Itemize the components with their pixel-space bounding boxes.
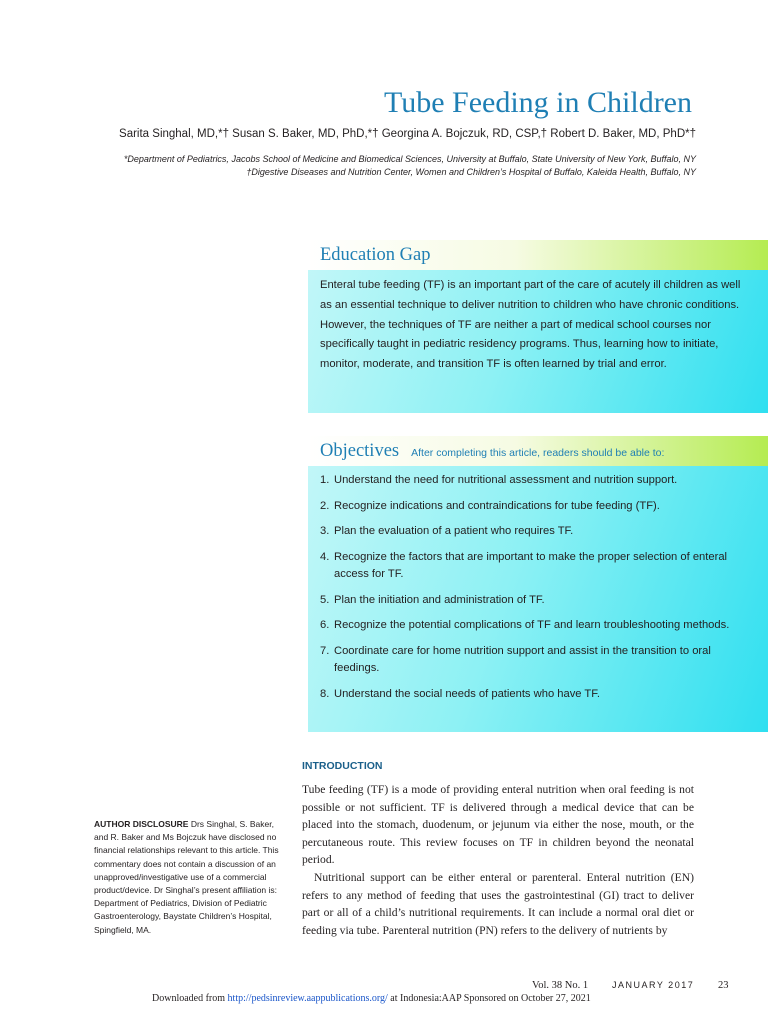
objective-item [320, 592, 752, 609]
disclosure-text: Drs Singhal, S. Baker, and R. Baker and Ms Bojczuk have disclosed no financial relationships relevant to this article. This commentary does not contain a discussion of an unapproved/investigative use of a commercial product/device. Dr Singhal’s present affiliation is: Department of Pediatrics, Division of Pediatric Gastroenterology, Baystate Children’s Hospital, Spingfield, MA. [94, 819, 279, 935]
objective-text: Recognize the potential complications of TF and learn troubleshooting methods. [334, 619, 730, 632]
objective-number: 5. [320, 593, 330, 606]
objective-text: Plan the evaluation of a patient who requires TF. [334, 525, 574, 538]
objective-text: Coordinate care for home nutrition support and assist in the transition to oral feedings. [334, 644, 711, 675]
download-suffix: at Indonesia:AAP Sponsored on October 27, 2021 [390, 993, 591, 1004]
volume-info: Vol. 38 No. 1 [532, 980, 589, 991]
disclosure-label: AUTHOR DISCLOSURE [94, 819, 189, 829]
objective-item [320, 523, 752, 540]
objective-item [320, 617, 752, 634]
affiliation-1: *Department of Pediatrics, Jacobs School of Medicine and Biomedical Sciences, University at Buffalo, State University of New York, Buffalo, NY [123, 154, 696, 164]
objective-number: 7. [320, 644, 330, 657]
page-number: 23 [718, 980, 729, 991]
objective-text: Understand the social needs of patients who have TF. [334, 687, 600, 700]
education-gap-text: Enteral tube feeding (TF) is an important part of the care of acutely ill children as well as an essential technique to deliver nutrition to children who have chronic conditions. However, the techniques of TF are neither a part of medical school courses nor specifically taught in pediatric residency programs. Thus, learning how to initiate, monitor, moderate, and transition TF is often learned by trial and error. [320, 279, 741, 371]
objectives-header [308, 436, 768, 466]
author-list: Sarita Singhal, MD,*† Susan S. Baker, MD, PhD,*† Georgina A. Bojczuk, RD, CSP,† Robert D. Baker, MD, PhD*† [119, 128, 696, 140]
objectives-list [320, 472, 752, 703]
download-prefix: Downloaded from [152, 993, 226, 1004]
objective-number: 4. [320, 550, 330, 563]
download-link[interactable]: http://pedsinreview.aappublications.org/ [227, 993, 388, 1004]
objective-number: 8. [320, 687, 330, 700]
education-gap-header [308, 240, 768, 270]
objective-text: Understand the need for nutritional assessment and nutrition support. [334, 474, 678, 486]
objective-item [320, 686, 752, 703]
introduction-heading: INTRODUCTION [302, 760, 383, 772]
article-title: Tube Feeding in Children [383, 86, 692, 119]
author-disclosure [94, 818, 286, 937]
objective-text: Recognize the factors that are important to make the proper selection of enteral access for TF. [334, 550, 728, 581]
objective-text: Recognize indications and contraindications for tube feeding (TF). [334, 499, 660, 512]
issue-date: JANUARY 2017 [612, 980, 695, 990]
objective-text: Plan the initiation and administration of TF. [334, 593, 545, 606]
objective-number: 6. [320, 619, 330, 632]
objectives-box [308, 436, 768, 732]
objective-item [320, 643, 752, 678]
objective-item [320, 498, 752, 515]
objective-item [320, 549, 752, 584]
introduction-body [302, 781, 694, 939]
education-gap-heading: Education Gap [320, 245, 431, 265]
introduction-paragraph: Tube feeding (TF) is a mode of providing enteral nutrition when oral feeding is not possible or not sufficient. TF is delivered through a medical device that can be placed into the stomach, duodenum, or jejunum via either the nose, mouth, or the percutaneous route. This review focuses on TF in children beyond the neonatal period. [302, 783, 694, 867]
affiliation-2: †Digestive Diseases and Nutrition Center, Women and Children’s Hospital of Buffalo, Kaleida Health, Buffalo, NY [246, 167, 696, 177]
introduction-paragraph: Nutritional support can be either enteral or parenteral. Enteral nutrition (EN) refers to any method of feeding that uses the gastrointestinal (GI) tract to deliver part or all of a child’s nutritional requirements. It can include a normal oral diet or feeding via tube. Parenteral nutrition (PN) refers to the delivery of nutrients by [302, 870, 694, 937]
page-footer [532, 980, 732, 991]
objectives-heading: Objectives [320, 441, 400, 461]
objective-number: 1. [320, 474, 330, 486]
download-notice [152, 993, 591, 1004]
objective-number: 3. [320, 525, 330, 538]
objective-item [320, 472, 752, 489]
objective-number: 2. [320, 499, 330, 512]
objectives-subheading: After completing this article, readers should be able to: [411, 447, 665, 459]
education-gap-box [308, 240, 768, 413]
